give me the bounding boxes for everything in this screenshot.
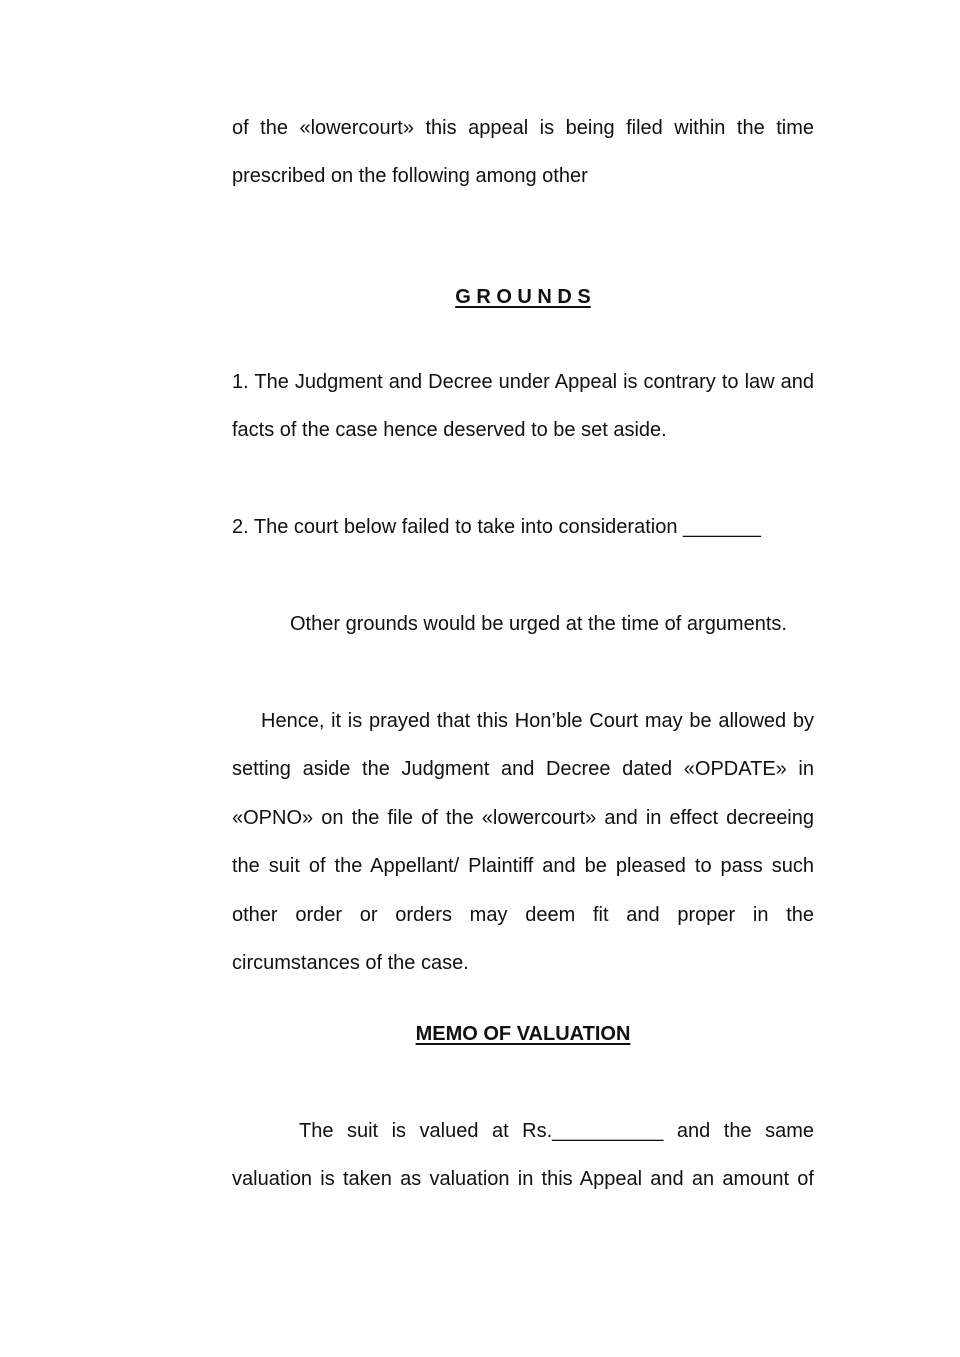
grounds-heading: G R O U N D S bbox=[455, 286, 591, 308]
valuation-paragraph: The suit is valued at Rs.__________ and the same valuation is taken as valuation in this Appeal and an amount of bbox=[232, 1120, 814, 1191]
ground-1-paragraph: 1. The Judgment and Decree under Appeal is contrary to law and facts of the case hence deserved to be set aside. bbox=[232, 371, 814, 442]
intro-paragraph: of the «lowercourt» this appeal is being filed within the time prescribed on the following among other bbox=[232, 117, 814, 188]
ground-2-paragraph: 2. The court below failed to take into consideration _______ bbox=[232, 516, 761, 538]
memo-of-valuation-heading: MEMO OF VALUATION bbox=[415, 1023, 631, 1045]
prayer-paragraph: Hence, it is prayed that this Hon’ble Court may be allowed by setting aside the Judgment and Decree dated «OPDATE» in «OPNO» on the file of the «lowercourt» and in effect decreeing the suit of the Appellant/ Plaintiff and be pleased to pass such other order or orders may deem fit and proper in the circumstances of the case. bbox=[232, 710, 814, 975]
other-grounds-paragraph: Other grounds would be urged at the time of arguments. bbox=[290, 613, 787, 635]
